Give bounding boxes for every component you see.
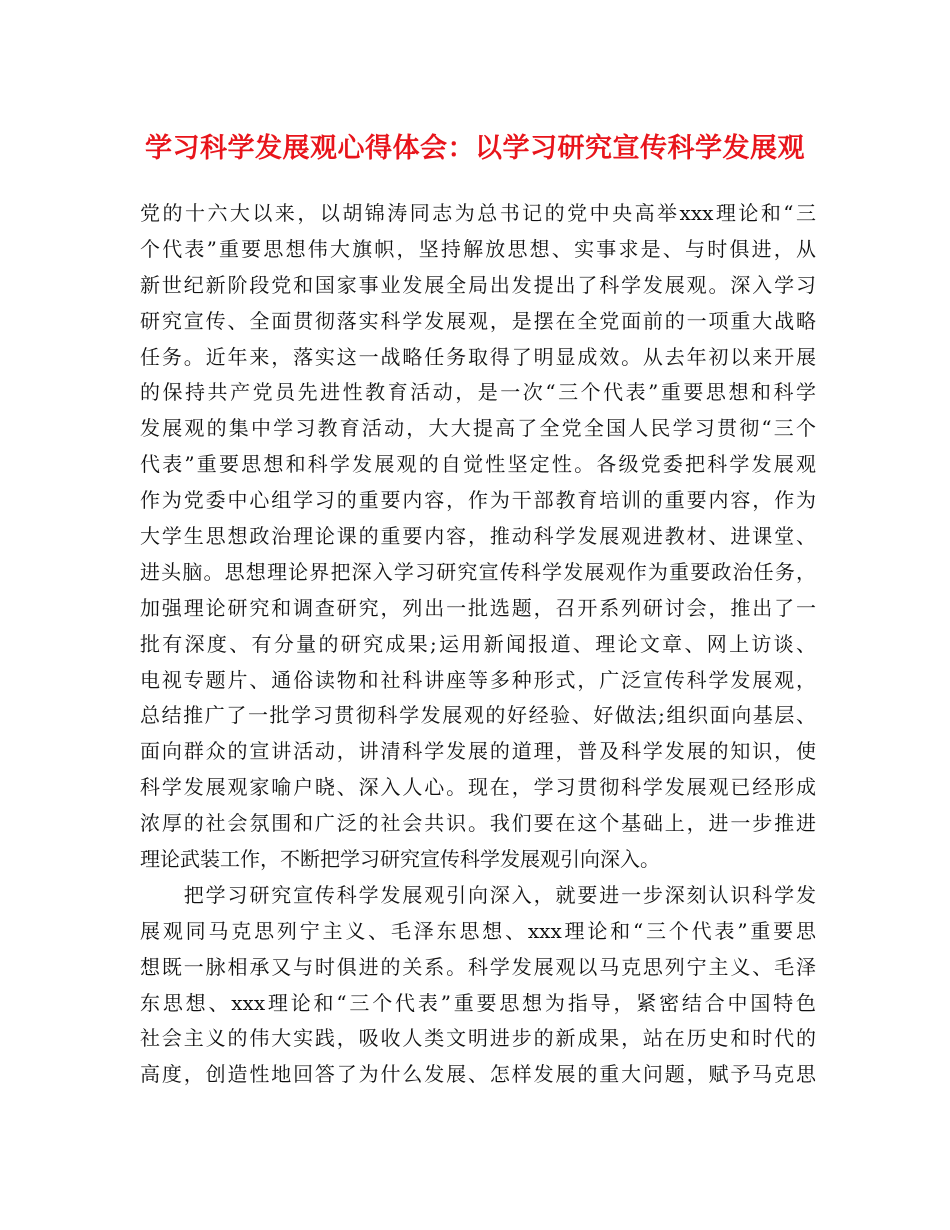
- body-line: 面向群众的宣讲活动，讲清科学发展的道理，普及科学发展的知识，使: [140, 739, 816, 764]
- body-line: 总结推广了一批学习贯彻科学发展观的好经验、好做法;组织面向基层、: [140, 703, 816, 728]
- body-line: 把学习研究宣传科学发展观引向深入，就要进一步深刻认识科学发: [140, 882, 816, 907]
- body-line: 进头脑。思想理论界把深入学习研究宣传科学发展观作为重要政治任务，: [140, 559, 816, 584]
- body-line: 东思想、xxx理论和“三个代表”重要思想为指导，紧密结合中国特色: [140, 990, 816, 1015]
- body-line: 个代表”重要思想伟大旗帜，坚持解放思想、实事求是、与时俱进，从: [140, 236, 816, 261]
- body-line: 党的十六大以来，以胡锦涛同志为总书记的党中央高举xxx理论和“三: [140, 201, 816, 225]
- body-line: 发展观的集中学习教育活动，大大提高了全党全国人民学习贯彻“三个: [140, 416, 816, 441]
- body-line: 电视专题片、通俗读物和社科讲座等多种形式，广泛宣传科学发展观，: [140, 667, 816, 692]
- body-line: 加强理论研究和调查研究，列出一批选题，召开系列研讨会，推出了一: [140, 595, 816, 620]
- body-line: 任务。近年来，落实这一战略任务取得了明显成效。从去年初以来开展: [140, 344, 816, 369]
- body-line: 社会主义的伟大实践，吸收人类文明进步的新成果，站在历史和时代的: [140, 1026, 816, 1051]
- body-line: 想既一脉相承又与时俱进的关系。科学发展观以马克思列宁主义、毛泽: [140, 954, 816, 979]
- body-line: 的保持共产党员先进性教育活动，是一次“三个代表”重要思想和科学: [140, 380, 816, 405]
- body-line: 展观同马克思列宁主义、毛泽东思想、xxx理论和“三个代表”重要思: [140, 918, 816, 943]
- body-line: 理论武装工作，不断把学习研究宣传科学发展观引向深入。: [140, 847, 660, 872]
- body-line: 浓厚的社会氛围和广泛的社会共识。我们要在这个基础上，进一步推进: [140, 811, 816, 836]
- body-line: 高度，创造性地回答了为什么发展、怎样发展的重大问题，赋予马克思: [140, 1062, 816, 1087]
- document-title: 学习科学发展观心得体会：以学习研究宣传科学发展观: [145, 133, 805, 164]
- body-line: 研究宣传、全面贯彻落实科学发展观，是摆在全党面前的一项重大战略: [140, 308, 816, 333]
- body-line: 代表”重要思想和科学发展观的自觉性坚定性。各级党委把科学发展观: [140, 452, 816, 477]
- body-line: 作为党委中心组学习的重要内容，作为干部教育培训的重要内容，作为: [140, 488, 816, 513]
- body-line: 新世纪新阶段党和国家事业发展全局出发提出了科学发展观。深入学习: [140, 272, 816, 297]
- body-line: 批有深度、有分量的研究成果;运用新闻报道、理论文章、网上访谈、: [140, 631, 816, 656]
- body-line: 科学发展观家喻户晓、深入人心。现在，学习贯彻科学发展观已经形成: [140, 775, 816, 800]
- body-line: 大学生思想政治理论课的重要内容，推动科学发展观进教材、进课堂、: [140, 524, 816, 549]
- document-body: [140, 196, 816, 1093]
